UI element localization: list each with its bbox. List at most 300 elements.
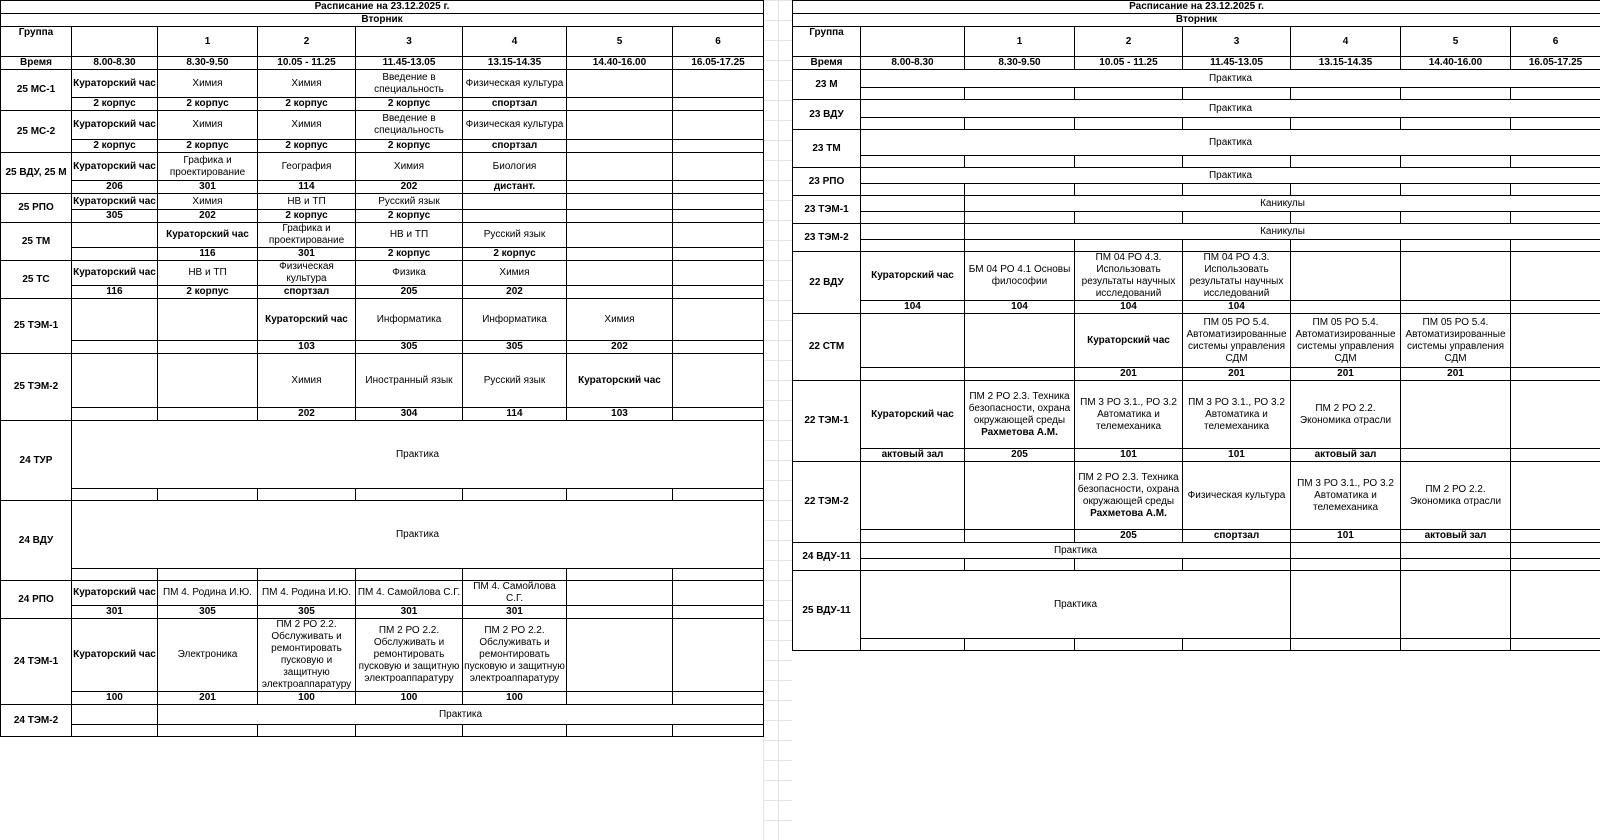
period-time: 10.05 - 11.25 <box>258 57 356 70</box>
room-cell <box>1401 156 1511 168</box>
lesson-subject: ПМ 04 РО 4.3. Использовать результаты научных исследований <box>1081 252 1176 299</box>
lesson-cell <box>158 70 258 98</box>
lesson-cell <box>158 619 258 692</box>
room-cell <box>72 489 158 501</box>
lesson-span-cell: Практика <box>72 421 764 489</box>
room-cell: актовый зал <box>1401 530 1511 543</box>
room-cell: 2 корпус <box>356 140 463 153</box>
room-cell <box>567 606 673 619</box>
period-header-row <box>1 27 764 57</box>
lesson-subject: ПМ 4. Самойлова С.Г. <box>473 581 556 604</box>
lesson-cell <box>72 619 158 692</box>
room-cell <box>1075 240 1183 252</box>
period-time: 8.30-9.50 <box>158 57 258 70</box>
lesson-subject: Кураторский час <box>871 270 954 281</box>
room-cell <box>463 725 567 737</box>
room-cell: 100 <box>356 692 463 705</box>
lesson-cell <box>1401 571 1511 639</box>
room-cell: 201 <box>158 692 258 705</box>
lesson-cell <box>158 153 258 181</box>
group-lesson-row <box>1 501 764 569</box>
time-row <box>793 57 1600 70</box>
lesson-span-cell: Практика <box>861 70 1600 88</box>
lesson-cell <box>463 354 567 408</box>
room-cell: 2 корпус <box>356 248 463 261</box>
lesson-subject: Кураторский час <box>578 374 661 386</box>
room-cell <box>1401 88 1511 100</box>
period-time: 11.45-13.05 <box>356 57 463 70</box>
period-number: 6 <box>673 27 764 57</box>
lesson-cell <box>463 111 567 140</box>
room-cell <box>1183 240 1291 252</box>
period-number: 2 <box>1075 27 1183 57</box>
room-cell: 100 <box>463 692 567 705</box>
lesson-cell <box>356 581 463 606</box>
room-cell: 103 <box>567 408 673 421</box>
group-lesson-row <box>793 70 1600 88</box>
room-cell: 116 <box>158 248 258 261</box>
period-time: 11.45-13.05 <box>1183 57 1291 70</box>
room-cell <box>1183 118 1291 130</box>
room-cell <box>965 212 1075 224</box>
lesson-span-cell: Практика <box>861 168 1600 184</box>
lesson-subject: Химия <box>604 313 635 325</box>
group-lesson-row <box>1 111 764 140</box>
group-lesson-row <box>1 619 764 692</box>
room-cell <box>1075 184 1183 196</box>
lesson-subject: НВ и ТП <box>188 267 227 278</box>
lesson-span-cell: Практика <box>861 543 1291 559</box>
room-cell: 104 <box>1183 301 1291 314</box>
group-name: 24 ВДУ <box>1 501 72 581</box>
group-name: 25 РПО <box>1 194 72 223</box>
lesson-subject: ПМ 4. Родина И.Ю. <box>162 587 253 598</box>
room-cell: 114 <box>463 408 567 421</box>
room-cell <box>356 725 463 737</box>
room-cell: 202 <box>258 408 356 421</box>
lesson-cell <box>1075 314 1183 368</box>
lesson-subject: Кураторский час <box>73 195 156 207</box>
room-cell <box>1075 639 1183 651</box>
lesson-cell <box>1291 462 1401 530</box>
lesson-subject: Кураторский час <box>166 229 249 240</box>
lesson-cell <box>1075 252 1183 301</box>
room-cell <box>1183 639 1291 651</box>
period-number: 6 <box>1511 27 1600 57</box>
lesson-cell <box>1075 462 1183 530</box>
lesson-cell <box>1511 543 1600 559</box>
lesson-cell <box>72 70 158 98</box>
lesson-subject: ПМ 2 РО 2.2. Обслуживать и ремонтировать пусковую и защитную электроаппаратуру <box>358 625 460 684</box>
schedule-table-right <box>792 0 1600 651</box>
room-cell <box>673 692 764 705</box>
lesson-subject: Кураторский час <box>73 587 156 598</box>
lesson-cell <box>356 194 463 210</box>
group-room-row <box>793 240 1600 252</box>
lesson-subject: ПМ 4. Самойлова С.Г. <box>357 587 461 598</box>
lesson-subject: Химия <box>291 77 322 89</box>
group-name: 25 МС-2 <box>1 111 72 153</box>
room-cell: 301 <box>356 606 463 619</box>
lesson-subject: ПМ 2 РО 2.3. Техника безопасности, охрана окружающей среды <box>1077 471 1180 507</box>
period-number: 3 <box>356 27 463 57</box>
room-cell <box>861 118 965 130</box>
lesson-cell <box>463 581 567 606</box>
lesson-cell <box>567 70 673 98</box>
room-cell <box>1183 156 1291 168</box>
group-lesson-row <box>1 261 764 286</box>
group-room-row <box>793 368 1600 381</box>
room-cell: актовый зал <box>1291 449 1401 462</box>
lesson-cell <box>1291 252 1401 301</box>
room-cell <box>861 184 965 196</box>
lesson-cell <box>1511 571 1600 639</box>
group-room-row <box>793 530 1600 543</box>
lesson-cell <box>356 153 463 181</box>
group-room-row <box>1 692 764 705</box>
room-cell: 305 <box>463 341 567 354</box>
room-cell <box>673 210 764 223</box>
lesson-cell <box>567 261 673 286</box>
lesson-cell <box>1291 571 1401 639</box>
group-lesson-row <box>793 196 1600 212</box>
group-room-row <box>793 559 1600 571</box>
room-cell <box>1401 212 1511 224</box>
period-number: 4 <box>463 27 567 57</box>
period-time: 16.05-17.25 <box>1511 57 1600 70</box>
lesson-cell <box>567 223 673 248</box>
lesson-subject: Кураторский час <box>73 77 156 89</box>
lesson-cell <box>158 261 258 286</box>
lesson-cell <box>258 261 356 286</box>
lesson-cell <box>673 70 764 98</box>
room-cell: 305 <box>258 606 356 619</box>
room-cell <box>965 240 1075 252</box>
lesson-subject: Биология <box>492 160 537 172</box>
room-cell <box>463 569 567 581</box>
room-cell <box>567 286 673 299</box>
group-name: 22 СТМ <box>793 314 861 381</box>
group-name: 25 ТМ <box>1 223 72 261</box>
lesson-cell <box>1401 381 1511 449</box>
group-lesson-row <box>793 100 1600 118</box>
schedule-table-left <box>0 0 764 737</box>
group-lesson-row <box>1 705 764 725</box>
group-name: 23 М <box>793 70 861 100</box>
lesson-cell <box>965 381 1075 449</box>
room-cell: 101 <box>1291 530 1401 543</box>
lesson-cell <box>356 619 463 692</box>
room-cell: 116 <box>72 286 158 299</box>
room-cell: 2 корпус <box>258 98 356 111</box>
lesson-cell <box>1075 381 1183 449</box>
room-cell <box>965 368 1075 381</box>
lesson-subject: ПМ 05 РО 5.4. Автоматизированные системы управления СДМ <box>1405 316 1506 364</box>
lesson-subject: Введение в специальность <box>374 113 444 136</box>
group-room-row <box>793 118 1600 130</box>
period-number: 3 <box>1183 27 1291 57</box>
room-cell <box>158 489 258 501</box>
lesson-cell <box>1511 462 1600 530</box>
lesson-teacher: Рахметова А.М. <box>981 426 1058 438</box>
room-cell <box>1291 639 1401 651</box>
room-cell <box>1291 301 1401 314</box>
lesson-span-cell: Каникулы <box>965 224 1600 240</box>
lesson-cell <box>861 252 965 301</box>
group-name: 24 РПО <box>1 581 72 619</box>
room-cell <box>1075 156 1183 168</box>
lesson-subject: Химия <box>192 77 223 89</box>
period-header-row <box>793 27 1600 57</box>
lesson-cell <box>965 252 1075 301</box>
room-cell: 202 <box>567 341 673 354</box>
room-cell <box>861 88 965 100</box>
room-cell <box>1183 88 1291 100</box>
room-cell <box>567 181 673 194</box>
room-cell <box>1183 184 1291 196</box>
lesson-subject: ПМ 2 РО 2.2. Обслуживать и ремонтировать пусковую и защитную электроаппаратуру <box>464 625 565 684</box>
room-cell <box>673 98 764 111</box>
room-cell <box>861 368 965 381</box>
room-cell <box>1511 368 1600 381</box>
room-cell: 301 <box>158 181 258 194</box>
lesson-cell <box>567 111 673 140</box>
group-room-row <box>1 489 764 501</box>
lesson-cell <box>258 299 356 341</box>
lesson-cell <box>1291 543 1401 559</box>
lesson-subject: Кураторский час <box>1087 334 1170 346</box>
lesson-cell <box>72 581 158 606</box>
room-cell <box>72 408 158 421</box>
lesson-cell <box>258 194 356 210</box>
lesson-cell <box>158 299 258 341</box>
room-cell: 101 <box>1075 449 1183 462</box>
room-cell <box>567 569 673 581</box>
lesson-subject: Химия <box>192 195 223 207</box>
room-cell <box>861 240 965 252</box>
lesson-span-cell: Практика <box>861 100 1600 118</box>
lesson-cell <box>356 223 463 248</box>
lesson-cell <box>463 153 567 181</box>
room-cell: 104 <box>1075 301 1183 314</box>
room-cell <box>1401 639 1511 651</box>
room-cell: дистант. <box>463 181 567 194</box>
room-cell <box>1291 118 1401 130</box>
group-lesson-row <box>1 421 764 489</box>
lesson-cell <box>567 194 673 210</box>
room-cell: 2 корпус <box>158 98 258 111</box>
lesson-subject: Химия <box>291 374 322 386</box>
room-cell <box>356 569 463 581</box>
lesson-span-cell: Практика <box>158 705 764 725</box>
group-name: 22 ТЭМ-1 <box>793 381 861 462</box>
group-name: 23 ТЭМ-1 <box>793 196 861 224</box>
room-cell: 2 корпус <box>158 140 258 153</box>
lesson-cell <box>1401 462 1511 530</box>
lesson-cell <box>356 299 463 341</box>
time-column-header: Время <box>1 57 72 70</box>
lesson-cell <box>861 224 965 240</box>
lesson-subject: Кураторский час <box>73 267 156 278</box>
group-room-row <box>793 449 1600 462</box>
group-room-row <box>1 725 764 737</box>
lesson-cell <box>158 111 258 140</box>
lesson-subject: Кураторский час <box>73 160 156 172</box>
room-cell <box>965 88 1075 100</box>
lesson-cell <box>1291 314 1401 368</box>
room-cell <box>1511 118 1600 130</box>
lesson-cell <box>1183 252 1291 301</box>
room-cell: 104 <box>861 301 965 314</box>
room-cell: 205 <box>1075 530 1183 543</box>
group-lesson-row <box>1 581 764 606</box>
lesson-cell <box>1511 252 1600 301</box>
lesson-subject: ПМ 2 РО 2.2. Обслуживать и ремонтировать пусковую и защитную электроаппаратуру <box>261 619 352 690</box>
room-cell <box>567 489 673 501</box>
room-cell: 2 корпус <box>463 248 567 261</box>
lesson-cell <box>258 354 356 408</box>
lesson-cell <box>861 381 965 449</box>
lesson-subject: Физическая культура <box>465 119 564 130</box>
time-row <box>1 57 764 70</box>
lesson-cell <box>861 196 965 212</box>
lesson-subject: ПМ 3 РО 3.1., РО 3.2 Автоматика и телемеханика <box>1188 396 1285 432</box>
group-name: 24 ТЭМ-2 <box>1 705 72 737</box>
lesson-subject: Введение в специальность <box>374 71 444 95</box>
room-cell <box>258 569 356 581</box>
lesson-cell <box>72 261 158 286</box>
room-cell <box>861 639 965 651</box>
lesson-cell <box>158 354 258 408</box>
room-cell <box>965 530 1075 543</box>
lesson-cell <box>567 354 673 408</box>
group-room-row <box>1 341 764 354</box>
room-cell: 206 <box>72 181 158 194</box>
group-name: 22 ТЭМ-2 <box>793 462 861 543</box>
group-room-row <box>1 569 764 581</box>
period-time: 8.30-9.50 <box>965 57 1075 70</box>
lesson-cell <box>567 299 673 341</box>
lesson-subject: Русский язык <box>483 374 546 386</box>
lesson-span-cell: Практика <box>72 501 764 569</box>
lesson-subject: ПМ 3 РО 3.1., РО 3.2 Автоматика и телемеханика <box>1080 396 1177 432</box>
room-cell <box>965 559 1075 571</box>
lesson-cell <box>356 70 463 98</box>
room-cell: 100 <box>258 692 356 705</box>
lesson-cell <box>673 299 764 341</box>
room-cell <box>1075 559 1183 571</box>
room-cell: 205 <box>965 449 1075 462</box>
group-room-row <box>793 184 1600 196</box>
lesson-subject: Русский язык <box>483 229 546 240</box>
lesson-cell <box>258 619 356 692</box>
room-cell <box>1511 156 1600 168</box>
room-cell <box>1291 212 1401 224</box>
room-cell <box>965 639 1075 651</box>
lesson-cell <box>673 153 764 181</box>
room-cell <box>463 210 567 223</box>
lesson-subject: Физическая культура <box>465 77 564 89</box>
group-column-header: Группа <box>1 27 72 57</box>
room-cell <box>673 606 764 619</box>
group-room-row <box>793 88 1600 100</box>
room-cell: 2 корпус <box>158 286 258 299</box>
room-cell <box>673 569 764 581</box>
lesson-cell <box>356 354 463 408</box>
day-of-week: Вторник <box>1 14 764 27</box>
room-cell: спортзал <box>463 140 567 153</box>
group-room-row <box>793 639 1600 651</box>
lesson-subject: Иностранный язык <box>365 374 453 386</box>
room-cell <box>1291 88 1401 100</box>
lesson-subject: Русский язык <box>378 195 440 207</box>
room-cell: 301 <box>463 606 567 619</box>
room-cell <box>1291 184 1401 196</box>
room-cell: 301 <box>258 248 356 261</box>
lesson-cell <box>673 223 764 248</box>
room-cell: 305 <box>356 341 463 354</box>
room-cell: 2 корпус <box>72 140 158 153</box>
group-lesson-row <box>1 299 764 341</box>
room-cell <box>861 530 965 543</box>
time-column-header: Время <box>793 57 861 70</box>
room-cell: 201 <box>1291 368 1401 381</box>
room-cell <box>1511 559 1600 571</box>
group-name: 25 МС-1 <box>1 70 72 111</box>
room-cell: 2 корпус <box>72 98 158 111</box>
group-room-row <box>793 212 1600 224</box>
group-room-row <box>1 181 764 194</box>
group-lesson-row <box>793 462 1600 530</box>
room-cell <box>673 181 764 194</box>
lesson-subject: ПМ 05 РО 5.4. Автоматизированные системы управления СДМ <box>1295 316 1396 364</box>
lesson-cell <box>673 111 764 140</box>
room-cell: 201 <box>1183 368 1291 381</box>
lesson-cell <box>567 619 673 692</box>
room-cell <box>861 212 965 224</box>
room-cell <box>1401 559 1511 571</box>
lesson-teacher: Рахметова А.М. <box>1090 507 1167 519</box>
room-cell: 2 корпус <box>356 98 463 111</box>
group-name: 25 ТС <box>1 261 72 299</box>
group-name: 23 ТЭМ-2 <box>793 224 861 252</box>
lesson-subject: ПМ 04 РО 4.3. Использовать результаты научных исследований <box>1189 252 1284 299</box>
room-cell <box>965 184 1075 196</box>
lesson-subject: Информатика <box>376 313 442 325</box>
period-time: 16.05-17.25 <box>673 57 764 70</box>
lesson-cell <box>258 111 356 140</box>
room-cell: 205 <box>356 286 463 299</box>
room-cell: 2 корпус <box>258 140 356 153</box>
day-row <box>1 14 764 27</box>
period-time: 8.00-8.30 <box>72 57 158 70</box>
room-cell <box>567 248 673 261</box>
group-lesson-row <box>1 194 764 210</box>
lesson-cell <box>463 194 567 210</box>
group-lesson-row <box>793 224 1600 240</box>
room-cell <box>673 140 764 153</box>
period-number: 1 <box>158 27 258 57</box>
lesson-cell <box>72 153 158 181</box>
lesson-cell <box>463 619 567 692</box>
group-room-row <box>1 606 764 619</box>
lesson-subject: Кураторский час <box>73 649 156 660</box>
room-cell <box>673 248 764 261</box>
room-cell <box>72 341 158 354</box>
lesson-subject: Химия <box>393 160 425 172</box>
lesson-subject: ПМ 2 РО 2.2. Экономика отрасли <box>1409 483 1502 507</box>
room-cell <box>1511 212 1600 224</box>
